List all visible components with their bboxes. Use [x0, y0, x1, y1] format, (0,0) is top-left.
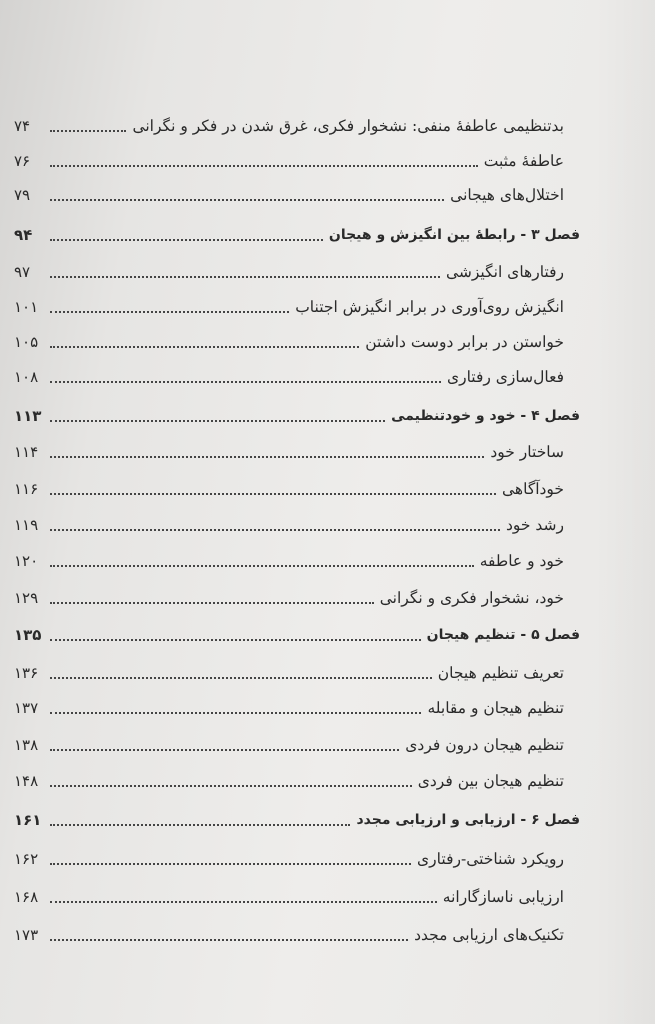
toc-page-number: ۹۷ — [14, 263, 31, 281]
dot-leader — [50, 862, 411, 865]
toc-page-number: ۱۷۳ — [14, 926, 39, 944]
toc-entry-title: تنظیم هیجان بین فردی — [417, 772, 564, 790]
toc-page-number: ۱۰۱ — [14, 298, 39, 316]
dot-leader — [50, 784, 412, 787]
dot-leader — [50, 419, 385, 422]
toc-page-number: ۱۶۸ — [14, 888, 39, 906]
toc-entry-title: خواستن در برابر دوست داشتن — [365, 333, 564, 351]
toc-entry — [14, 507, 580, 535]
toc-entry — [14, 254, 580, 282]
toc-entry — [14, 177, 580, 205]
dot-leader — [50, 638, 421, 641]
dot-leader — [50, 345, 359, 348]
toc-page-number: ۱۰۸ — [14, 368, 39, 386]
toc-entry — [14, 434, 580, 462]
toc-page-number: ۱۳۵ — [14, 626, 42, 644]
dot-leader — [50, 455, 484, 458]
dot-leader — [50, 711, 421, 714]
dot-leader — [50, 564, 474, 567]
toc-entry-title: رویکرد شناختی-رفتاری — [417, 850, 564, 868]
toc-page-number: ۱۶۱ — [14, 811, 42, 829]
dot-leader — [50, 129, 126, 132]
dot-leader — [50, 380, 441, 383]
toc-entry-title: اختلال‌های هیجانی — [450, 186, 564, 204]
toc-page-number: ۱۱۳ — [14, 407, 42, 425]
toc-entry — [14, 471, 580, 499]
toc-entry-title: ارزیابی ناسازگارانه — [442, 888, 564, 906]
page-edge-shadow — [595, 0, 655, 1024]
toc-page-number: ۱۳۷ — [14, 699, 39, 717]
toc-page-number: ۱۱۶ — [14, 480, 39, 498]
dot-leader — [50, 164, 478, 167]
toc-entry-title: خودآگاهی — [502, 480, 564, 498]
toc-entry-title: رفتارهای انگیزشی — [445, 263, 564, 281]
toc-entry — [14, 543, 580, 571]
dot-leader — [50, 676, 432, 679]
toc-entry — [14, 841, 580, 869]
toc-page-number: ۱۲۰ — [14, 552, 39, 570]
toc-entry — [14, 143, 580, 171]
toc-page-number: ۱۰۵ — [14, 333, 39, 351]
toc-entry — [14, 917, 580, 945]
dot-leader — [50, 310, 289, 313]
toc-page-number: ۱۱۹ — [14, 516, 39, 534]
toc-page-number: ۷۹ — [14, 186, 31, 204]
toc-chapter-entry — [14, 217, 580, 245]
dot-leader — [50, 823, 350, 826]
toc-entry-title: فصل ۴ - خود و خودتنظیمی — [391, 408, 580, 424]
toc-page-number: ۱۴۸ — [14, 772, 39, 790]
toc-page-number: ۱۱۴ — [14, 443, 39, 461]
toc-entry-title: عاطفهٔ مثبت — [483, 152, 564, 170]
dot-leader — [50, 938, 408, 941]
toc-entry-title: فصل ۶ - ارزیابی و ارزیابی مجدد — [356, 812, 580, 828]
toc-page-number: ۱۳۸ — [14, 736, 39, 754]
toc-entry — [14, 108, 580, 136]
toc-entry-title: ساختار خود — [490, 443, 564, 461]
toc-page-number: ۹۴ — [14, 226, 33, 244]
toc-entry — [14, 763, 580, 791]
toc-entry-title: خود و عاطفه — [479, 552, 564, 570]
toc-entry-title: بدتنظیمی عاطفهٔ منفی: نشخوار فکری، غرق شدن در فکر و نگرانی — [132, 117, 564, 135]
dot-leader — [50, 238, 323, 241]
toc-chapter-entry — [14, 617, 580, 645]
toc-entry-title: تعریف تنظیم هیجان — [437, 664, 564, 682]
toc-entry-title: فصل ۳ - رابطهٔ بین انگیزش و هیجان — [328, 227, 580, 243]
dot-leader — [50, 528, 500, 531]
toc-chapter-entry — [14, 398, 580, 426]
toc-entry-title: فعال‌سازی رفتاری — [446, 368, 564, 386]
toc-page-number: ۷۶ — [14, 152, 31, 170]
toc-entry-title: تنظیم هیجان و مقابله — [427, 699, 564, 717]
toc-entry-title: انگیزش روی‌آوری در برابر انگیزش اجتناب — [295, 298, 564, 316]
toc-entry-title: تنظیم هیجان درون فردی — [405, 736, 564, 754]
dot-leader — [50, 275, 440, 278]
dot-leader — [50, 198, 444, 201]
toc-entry — [14, 690, 580, 718]
toc-chapter-entry — [14, 802, 580, 830]
toc-entry-title: فصل ۵ - تنظیم هیجان — [426, 627, 580, 643]
dot-leader — [50, 748, 399, 751]
toc-entry — [14, 879, 580, 907]
toc-page-number: ۱۲۹ — [14, 589, 39, 607]
toc-entry — [14, 359, 580, 387]
toc-entry — [14, 324, 580, 352]
toc-entry — [14, 580, 580, 608]
toc-page-number: ۱۳۶ — [14, 664, 39, 682]
dot-leader — [50, 492, 496, 495]
toc-entry-title: رشد خود — [505, 516, 564, 534]
toc-entry — [14, 289, 580, 317]
dot-leader — [50, 601, 374, 604]
toc-entry-title: تکنیک‌های ارزیابی مجدد — [414, 926, 564, 944]
toc-entry — [14, 655, 580, 683]
dot-leader — [50, 900, 437, 903]
toc-entry-title: خود، نشخوار فکری و نگرانی — [379, 589, 564, 607]
toc-entry — [14, 727, 580, 755]
toc-page-number: ۷۴ — [14, 117, 31, 135]
toc-page-number: ۱۶۲ — [14, 850, 39, 868]
